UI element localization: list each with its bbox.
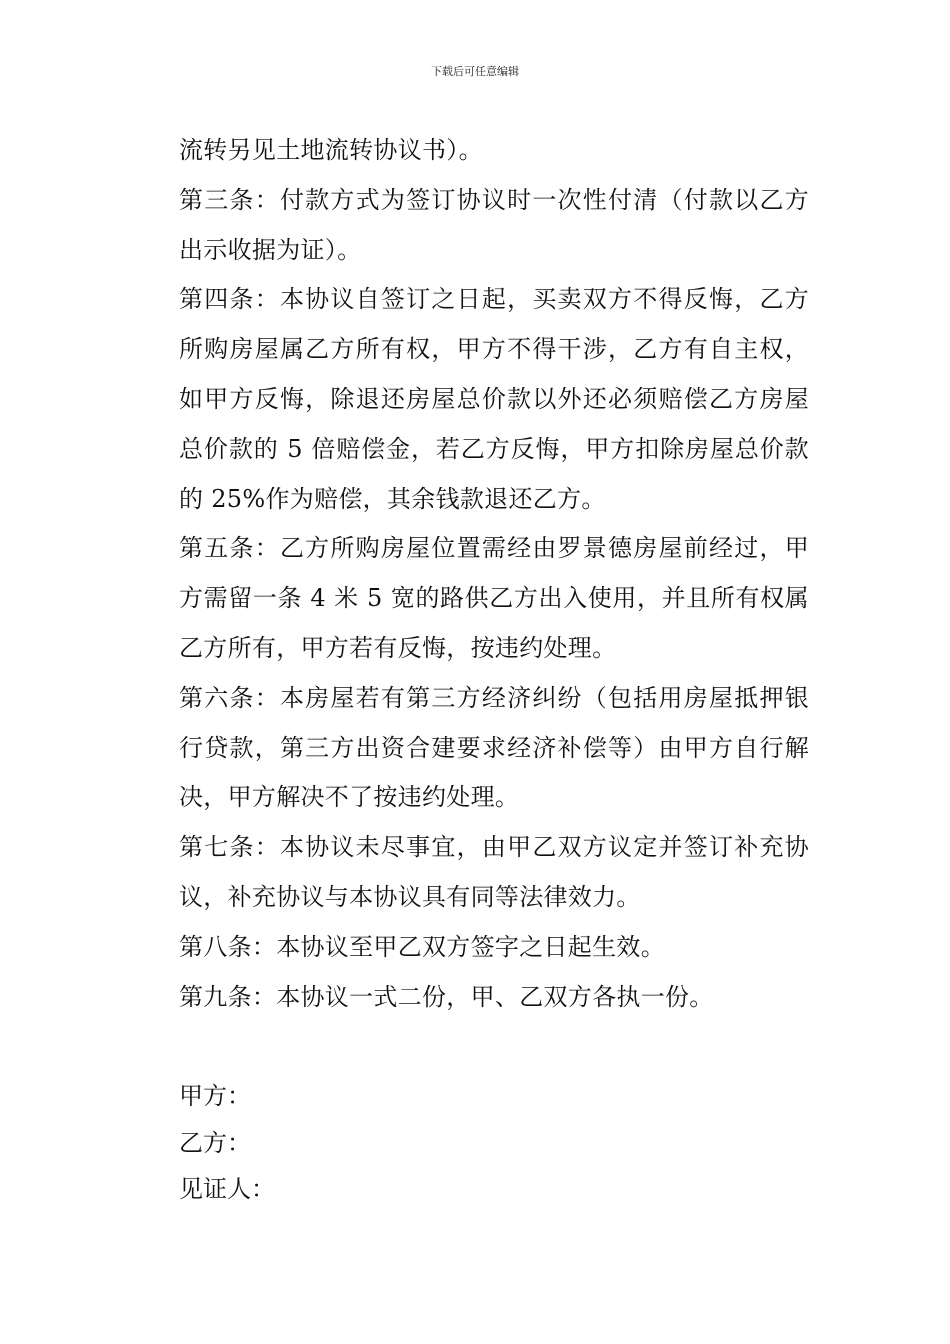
party-b-signature-line: 乙方： bbox=[179, 1128, 251, 1157]
paragraph-land-transfer-continuation: 流转另见土地流转协议书）。 bbox=[179, 136, 483, 164]
paragraph-article-5: 第五条：乙方所购房屋位置需经由罗景德房屋前经过，甲方需留一条 4 米 5 宽的路供乙方出入使用，并且所有权属乙方所有，甲方若有反悔，按违约处理。 bbox=[179, 534, 809, 662]
paragraph-article-3: 第三条：付款方式为签订协议时一次性付清（付款以乙方出示收据为证）。 bbox=[179, 185, 809, 264]
agreement-body bbox=[179, 126, 809, 1022]
signature-block bbox=[179, 1073, 809, 1213]
witness-signature-line: 见证人： bbox=[179, 1175, 275, 1203]
paragraph-article-7: 第七条：本协议未尽事宜，由甲乙双方议定并签订补充协议，补充协议与本协议具有同等法律效力。 bbox=[179, 833, 809, 911]
paragraph-article-9: 第九条：本协议一式二份，甲、乙双方各执一份。 bbox=[179, 982, 714, 1011]
paragraph-article-6: 第六条：本房屋若有第三方经济纠纷（包括用房屋抵押银行贷款，第三方出资合建要求经济补偿等）由甲方自行解决，甲方解决不了按违约处理。 bbox=[179, 683, 809, 812]
party-a-signature-line: 甲方： bbox=[179, 1082, 251, 1110]
paragraph-article-4: 第四条：本协议自签订之日起，买卖双方不得反悔，乙方所购房屋属乙方所有权，甲方不得干涉，乙方有自主权，如甲方反悔，除退还房屋总价款以外还必须赔偿乙方房屋总价款的 5 倍赔偿金，若乙方反悔，甲方扣除房屋总价款的 25%作为赔偿，其余钱款退还乙方。 bbox=[179, 285, 809, 513]
page-header-note: 下载后可任意编辑 bbox=[431, 65, 519, 78]
paragraph-article-8: 第八条：本协议至甲乙双方签字之日起生效。 bbox=[179, 932, 665, 961]
